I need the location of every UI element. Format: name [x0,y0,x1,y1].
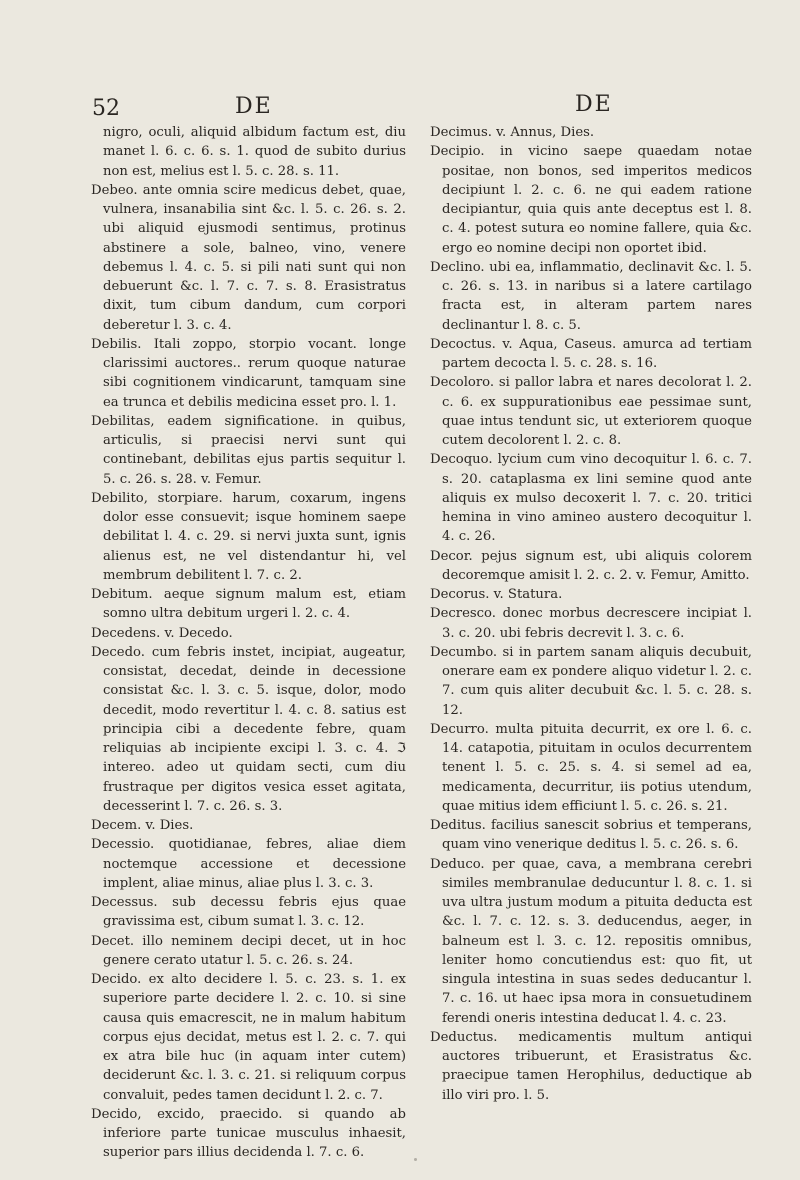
dictionary-entry: Debeo. ante omnia scire medicus debet, quae, vulnera, insanabilia sint &c. l. 5. c. 26. s. 2. ubi aliquid ejusmodi sentimus, protinus abstinere a sole, balneo, vino, venere debemus l. 4. c. 5. si pili nati sunt qui non debuerunt &c. l. 7. c. 7. s. 8. Erasistratus dixit, tum cibum dandum, cum corpori deberetur l. 3. c. 4. [91,182,406,333]
dictionary-entry: Deduco. per quae, cava, a membrana cerebri similes membranulae deducuntur l. 8. c. 1. si uva ultra justum modum a pituita deducta est &c. l. 7. c. 12. s. 3. deducendus, aeger, in balneum est l. 3. c. 12. repositis omnibus, leniter homo concutiendus est: quo fit, ut singula intestina in suas sedes deducantur l. 7. c. 16. ut haec ipsa mora in consuetudinem ferendi oneris intestina deducat l. 4. c. 23. [430,856,752,1026]
dictionary-entry: nigro, oculi, aliquid albidum factum est, diu manet l. 6. c. 6. s. 1. quod de subito durius non est, melius est l. 5. c. 28. s. 11. [103,125,406,179]
dictionary-entry: Decimus. v. Annus, Dies. [430,125,595,140]
dictionary-entry: Decoctus. v. Aqua, Caseus. amurca ad tertiam partem decocta l. 5. c. 28. s. 16. [430,336,752,371]
dictionary-entry: Debilis. Itali zoppo, storpio vocant. longe clarissimi auctores.. rerum quoque naturae sibi cognitionem vindicarunt, tamquam sine ea trunca et debilis medicina esset pro. l. 1. [91,336,406,410]
dictionary-entry: Decessio. quotidianae, febres, aliae diem noctemque accessione et decessione implent, aliae minus, aliae plus l. 3. c. 3. [91,837,406,891]
dictionary-entry: Decurro. multa pituita decurrit, ex ore l. 6. c. 14. catapotia, pituitam in oculos decurrentem tenent l. 5. c. 25. s. 4. si semel ad ea, medicamenta, decurritur, iis potius utendum, quae mitius idem efficiunt l. 5. c. 26. s. 21. [430,721,752,814]
dictionary-entry: Decedens. v. Decedo. [91,625,233,641]
dictionary-entry: Decipio. in vicino saepe quaedam notae positae, non bonos, sed imperitos medicos decipiunt l. 2. c. 6. ne qui eadem ratione decipiantur, quia quis ante deceptus est l. 8. c. 4. potest sutura eo nomine fallere, quia &c. ergo eo nomine decipi non oportet ibid. [430,144,752,256]
dictionary-entry: Decresco. donec morbus decrescere incipiat l. 3. c. 20. ubi febris decrevit l. 3. c. 6. [430,606,752,641]
paper-speck [414,1158,417,1161]
right-column [430,123,752,1105]
dictionary-entry: Deductus. medicamentis multum antiqui auctores tribuerunt, et Erasistratus &c. praecipue tamen Herophilus, deductique ab illo viri pro. l. 5. [430,1029,752,1103]
running-head-right: DE [575,92,613,117]
dictionary-entry: Decoloro. si pallor labra et nares decolorat l. 2. c. 6. ex suppurationibus eae pessimae sunt, quae intus tendunt sic, ut exteriorem quoque cutem decolorent l. 2. c. 8. [430,375,752,448]
dictionary-entry: Decessus. sub decessu febris ejus quae gravissima est, cibum sumat l. 3. c. 12. [91,895,406,930]
left-column [91,123,406,1163]
dictionary-entry: Decem. v. Dies. [91,818,194,833]
page-number: 52 [92,96,120,121]
dictionary-entry: Declino. ubi ea, inflammatio, declinavit &c. l. 5. c. 26. s. 13. in naribus si a latere cartilago fracta est, in alteram partem nares declinantur l. 8. c. 5. [430,259,752,333]
running-head-left: DE [235,94,273,119]
dictionary-entry: Decoquo. lycium cum vino decoquitur l. 6. c. 7. s. 20. cataplasma ex lini semine quod ante aliquis ex mulso decoxerit l. 7. c. 20. tritici hemina in vino amineo austero decoquitur l. 4. c. 26. [430,452,752,545]
dictionary-entry: Debitum. aeque signum malum est, etiam somno ultra debitum urgeri l. 2. c. 4. [91,587,406,622]
dictionary-entry: Decor. pejus signum est, ubi aliquis colorem decoremque amisit l. 2. c. 2. v. Femur, Amitto. [430,548,752,583]
dictionary-entry: Decido, excido, praecido. si quando ab inferiore parte tunicae musculus inhaesit, superior pars illius decidenda l. 7. c. 6. [91,1106,406,1161]
dictionary-entry: Deditus. facilius sanescit sobrius et temperans, quam vino venerique deditus l. 5. c. 26. s. 6. [430,818,752,853]
dictionary-entry: Decedo. cum febris instet, incipiat, augeatur, consistat, decedat, deinde in decessione consistat &c. l. 3. c. 5. isque, dolor, modo decedit, modo revertitur l. 4. c. 8. satius est principia cibi a decedente febre, quam reliquias ab incipiente excipi l. 3. c. 4. ℑ intereo. adeo ut quidam secti, cum diu frustraque per digitos vesica esset agitata, decesserint l. 7. c. 26. s. 3. [91,644,406,814]
dictionary-entry: Decet. illo neminem decipi decet, ut in hoc genere cerato utatur l. 5. c. 26. s. 24. [91,933,406,968]
dictionary-entry: Debilitas, eadem significatione. in quibus, articulis, si praecisi nervi sunt qui continebant, debilitas ejus partis sequitur l. 5. c. 26. s. 28. v. Femur. [91,413,406,487]
dictionary-entry: Decido. ex alto decidere l. 5. c. 23. s. 1. ex superiore parte decidere l. 2. c. 10. si sine causa quis emacrescit, ne in malum habitum corpus ejus decidat, metus est l. 2. c. 7. qui ex atra bile huc (in aquam inter cutem) deciderunt &c. l. 3. c. 21. si reliquum corpus convaluit, pedes tamen decidunt l. 2. c. 7. [91,972,406,1103]
dictionary-entry: Decumbo. si in partem sanam aliquis decubuit, onerare eam ex pondere aliquo videtur l. 2. c. 7. cum quis aliter decubuit &c. l. 5. c. 28. s. 12. [430,644,752,718]
dictionary-entry: Decorus. v. Statura. [430,587,563,602]
dictionary-entry: Debilito, storpiare. harum, coxarum, ingens dolor esse consuevit; isque hominem saepe debilitat l. 4. c. 29. si nervi juxta sunt, ignis alienus est, ne vel distendantur hi, vel membrum debilitent l. 7. c. 2. [91,490,406,583]
